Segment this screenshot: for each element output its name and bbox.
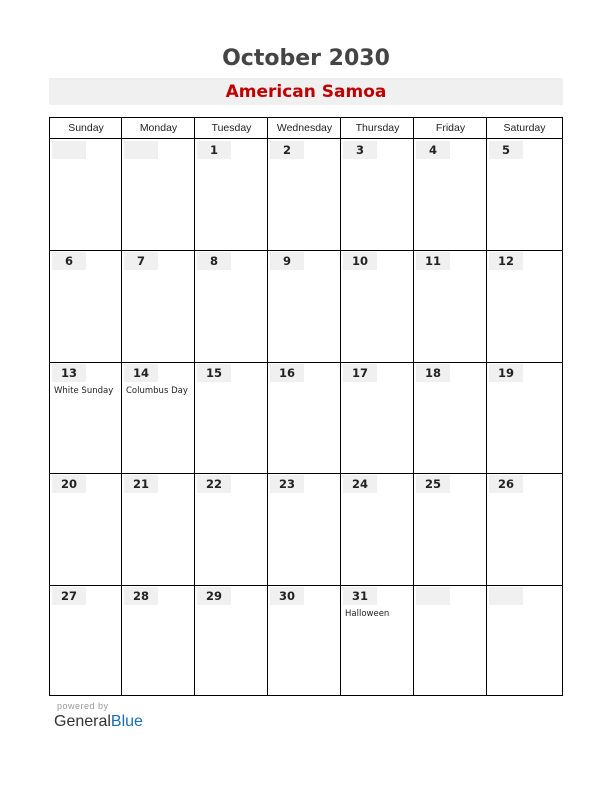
day-number-badge: [489, 141, 523, 159]
day-number-badge: [270, 141, 304, 159]
day-cell[interactable]: [487, 585, 562, 696]
calendar-grid: [49, 117, 563, 696]
day-number: 4: [428, 143, 437, 157]
day-number-badge: [343, 475, 377, 493]
day-cell[interactable]: [341, 585, 414, 696]
brand-blue-text: Blue: [110, 713, 143, 730]
day-number-badge: [52, 141, 86, 159]
column-divider: [121, 118, 122, 695]
day-cell[interactable]: [414, 473, 487, 584]
day-cell[interactable]: [50, 362, 122, 473]
day-number: 8: [209, 254, 218, 269]
day-number-badge: [343, 252, 377, 270]
generalblue-logo[interactable]: [54, 713, 143, 731]
region-name: American Samoa: [225, 82, 387, 102]
day-number: 23: [278, 477, 295, 492]
powered-by-text: powered by: [57, 701, 109, 711]
day-number: 27: [60, 588, 77, 603]
day-number: 20: [60, 477, 77, 492]
day-number-badge: [197, 141, 231, 159]
day-cell[interactable]: [122, 473, 195, 584]
day-number-badge: [124, 141, 158, 159]
day-number: 16: [278, 365, 295, 380]
day-cell[interactable]: [195, 139, 268, 250]
day-cell[interactable]: [195, 362, 268, 473]
day-number-badge: [270, 587, 304, 605]
day-number: 14: [132, 365, 149, 380]
weekday-monday: Monday: [139, 122, 178, 134]
day-number: 10: [351, 254, 368, 269]
day-number-badge: [489, 475, 523, 493]
day-number-badge: [343, 587, 377, 605]
day-number-badge: [52, 364, 86, 382]
day-number: 19: [497, 365, 514, 380]
day-number-badge: [416, 364, 450, 382]
day-cell[interactable]: [487, 362, 562, 473]
day-cell[interactable]: [195, 473, 268, 584]
day-number-badge: [270, 475, 304, 493]
day-number-badge: [124, 364, 158, 382]
day-number: 13: [60, 365, 77, 380]
day-number-badge: [197, 475, 231, 493]
day-cell[interactable]: [268, 362, 341, 473]
column-divider: [413, 118, 414, 695]
day-number-badge: [52, 587, 86, 605]
region-banner: [49, 78, 563, 105]
weekday-sunday: Sunday: [68, 122, 104, 134]
column-divider: [486, 118, 487, 695]
day-cell[interactable]: [341, 139, 414, 250]
weekday-wednesday: Wednesday: [276, 122, 333, 134]
day-number-badge: [197, 587, 231, 605]
day-number: 5: [501, 143, 510, 157]
column-divider: [194, 118, 195, 695]
day-cell[interactable]: [341, 473, 414, 584]
day-number-badge: [52, 475, 86, 493]
day-number: 12: [497, 254, 514, 269]
day-cell[interactable]: [50, 139, 122, 250]
weekday-thursday: Thursday: [355, 122, 400, 134]
day-number: 1: [209, 143, 218, 157]
holiday-label: Columbus Day: [126, 385, 188, 396]
day-cell[interactable]: [341, 362, 414, 473]
column-divider: [267, 118, 268, 695]
day-cell[interactable]: [268, 250, 341, 361]
day-number: 29: [205, 588, 222, 603]
day-number-badge: [124, 475, 158, 493]
row-divider: [50, 473, 562, 474]
day-cell[interactable]: [122, 362, 195, 473]
day-number-badge: [416, 587, 450, 605]
day-number-badge: [489, 252, 523, 270]
weekday-friday: Friday: [435, 122, 466, 134]
day-number: 6: [64, 254, 73, 269]
day-cell[interactable]: [122, 585, 195, 696]
day-number: 30: [278, 588, 295, 603]
day-number: 7: [136, 254, 145, 269]
day-number: 2: [282, 143, 291, 157]
row-divider: [50, 362, 562, 363]
day-cell[interactable]: [50, 250, 122, 361]
day-number-badge: [270, 364, 304, 382]
brand-general-text: General: [54, 713, 111, 730]
day-number: 15: [205, 365, 222, 380]
day-cell[interactable]: [268, 139, 341, 250]
day-number-badge: [124, 252, 158, 270]
day-cell[interactable]: [122, 139, 195, 250]
row-divider: [50, 250, 562, 251]
weekday-saturday: Saturday: [503, 122, 546, 134]
day-cell[interactable]: [122, 250, 195, 361]
day-cell[interactable]: [268, 473, 341, 584]
day-number: 9: [282, 254, 291, 269]
day-number-badge: [416, 475, 450, 493]
day-number: 22: [205, 477, 222, 492]
day-number-badge: [197, 252, 231, 270]
day-cell[interactable]: [195, 585, 268, 696]
day-cell[interactable]: [414, 362, 487, 473]
day-number: 17: [351, 365, 368, 380]
day-number-badge: [489, 587, 523, 605]
day-cell[interactable]: [195, 250, 268, 361]
day-number: 11: [424, 254, 441, 269]
day-cell[interactable]: [487, 473, 562, 584]
day-number-badge: [416, 252, 450, 270]
day-number-badge: [52, 252, 86, 270]
day-number-badge: [416, 141, 450, 159]
holiday-label: Halloween: [345, 608, 390, 619]
column-divider: [340, 118, 341, 695]
day-number-badge: [197, 364, 231, 382]
day-number: 21: [132, 477, 149, 492]
day-cell[interactable]: [50, 585, 122, 696]
day-cell[interactable]: [414, 250, 487, 361]
weekday-tuesday: Tuesday: [211, 122, 252, 134]
day-number: 28: [132, 588, 149, 603]
day-number-badge: [489, 364, 523, 382]
day-cell[interactable]: [268, 585, 341, 696]
day-cell[interactable]: [341, 250, 414, 361]
day-number: 31: [351, 588, 368, 603]
day-number-badge: [343, 141, 377, 159]
day-cell[interactable]: [50, 473, 122, 584]
day-number: 26: [497, 477, 514, 492]
day-number: 24: [351, 477, 368, 492]
calendar-title: October 2030: [222, 46, 390, 71]
day-number-badge: [124, 587, 158, 605]
day-number-badge: [343, 364, 377, 382]
holiday-label: White Sunday: [54, 385, 114, 396]
day-cell[interactable]: [487, 139, 562, 250]
day-cell[interactable]: [487, 250, 562, 361]
day-number: 3: [355, 143, 364, 157]
day-number: 25: [424, 477, 441, 492]
row-divider: [50, 585, 562, 586]
day-number: 18: [424, 365, 441, 380]
day-cell[interactable]: [414, 139, 487, 250]
day-cell[interactable]: [414, 585, 487, 696]
day-number-badge: [270, 252, 304, 270]
